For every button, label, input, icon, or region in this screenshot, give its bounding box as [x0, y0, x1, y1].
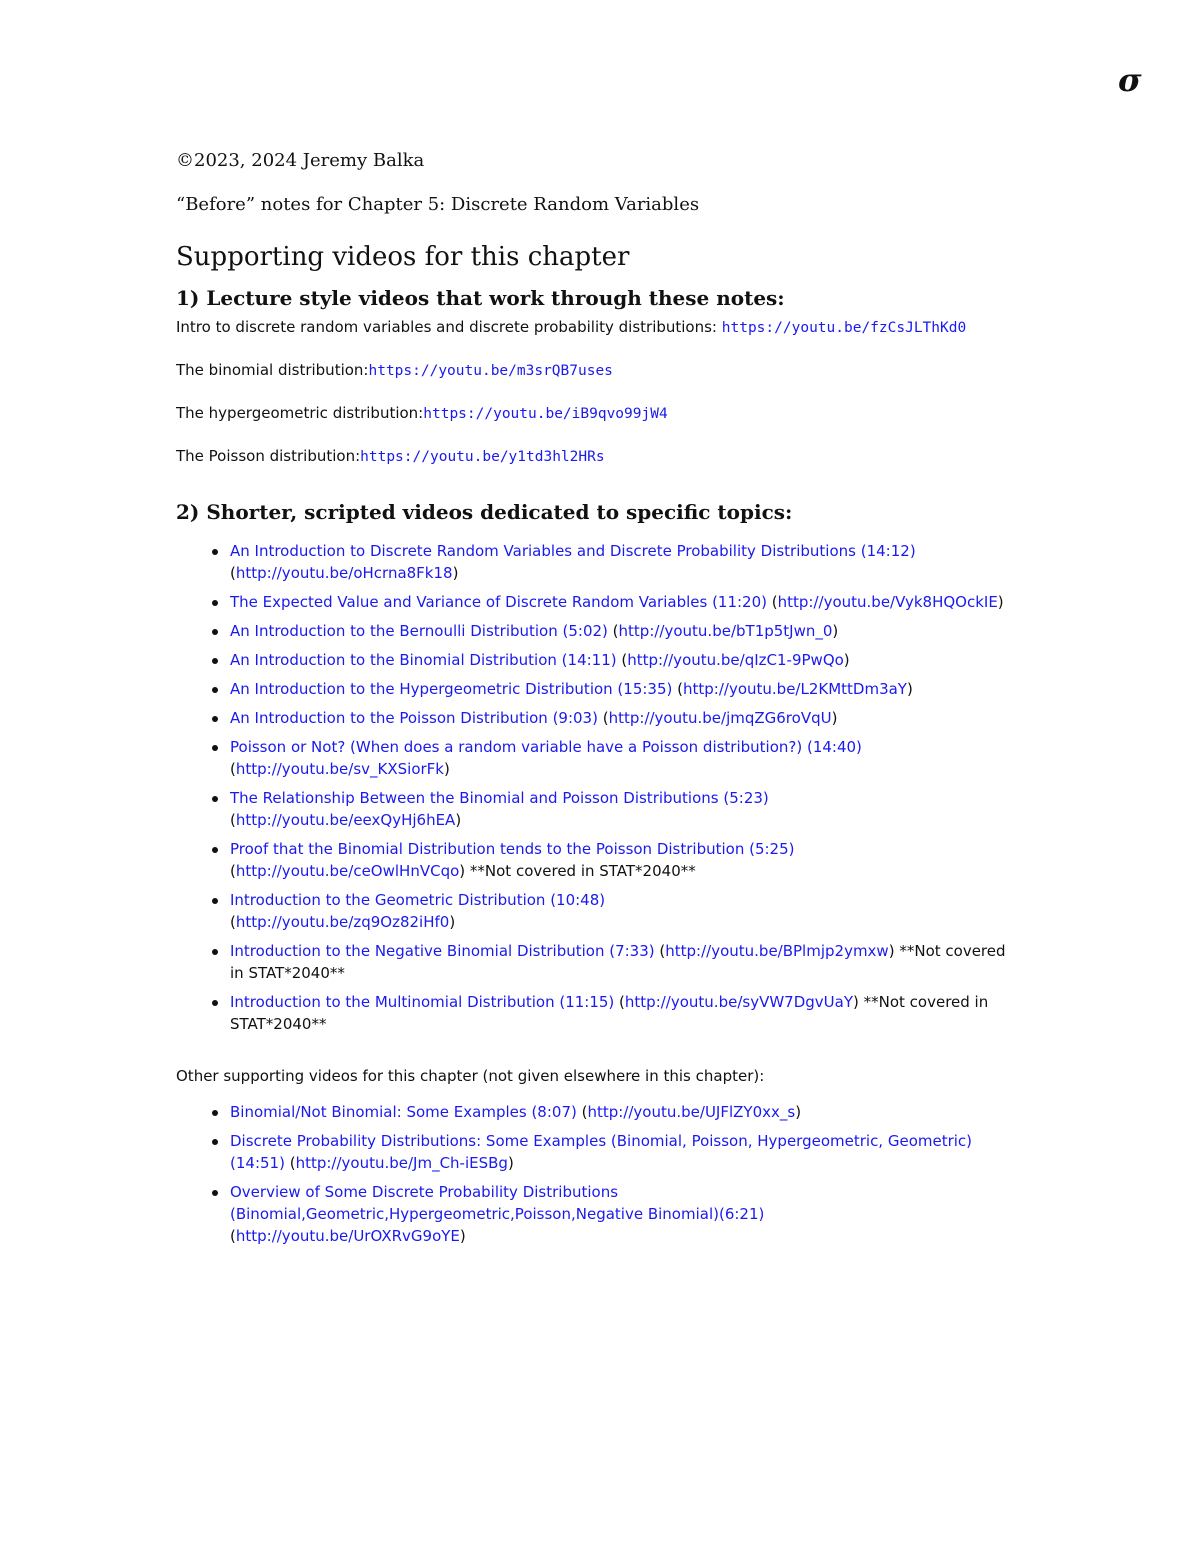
video-url-link[interactable]: http://youtu.be/eexQyHj6hEA [235, 811, 456, 829]
list-item: Introduction to the Negative Binomial Distribution (7:33) (http://youtu.be/BPlmjp2ymxw) **Not covered in STAT*2040** [230, 940, 1022, 984]
video-url-link[interactable]: http://youtu.be/zq9Oz82iHf0 [235, 913, 450, 931]
list-item: An Introduction to the Binomial Distribution (14:11) (http://youtu.be/qIzC1-9PwQo) [230, 649, 1022, 671]
list-item: An Introduction to Discrete Random Variables and Discrete Probability Distributions (14:12) (http://youtu.be/oHcrna8Fk18) [230, 540, 1022, 584]
video-title-link[interactable]: Poisson or Not? (When does a random variable have a Poisson distribution?) (14:40) [230, 738, 862, 756]
not-covered-note: **Not covered in STAT*2040** [230, 993, 989, 1033]
video-title-link[interactable]: Proof that the Binomial Distribution tends to the Poisson Distribution (5:25) [230, 840, 795, 858]
video-url-link[interactable]: http://youtu.be/oHcrna8Fk18 [235, 564, 453, 582]
list-item: Proof that the Binomial Distribution tends to the Poisson Distribution (5:25) (http://youtu.be/ceOwlHnVCqo) **Not covered in STAT*2040** [230, 838, 1022, 882]
lecture-link[interactable]: https://youtu.be/m3srQB7uses [368, 363, 613, 379]
video-url-link[interactable]: http://youtu.be/jmqZG6roVqU [608, 709, 832, 727]
lecture-link[interactable]: https://youtu.be/iB9qvo99jW4 [423, 406, 668, 422]
lecture-item [176, 445, 1022, 468]
not-covered-note: **Not covered in STAT*2040** [469, 862, 696, 880]
video-title-link[interactable]: An Introduction to the Binomial Distribution (14:11) [230, 651, 617, 669]
list-item: The Relationship Between the Binomial and Poisson Distributions (5:23) (http://youtu.be/eexQyHj6hEA) [230, 787, 1022, 831]
video-title-link[interactable]: Introduction to the Negative Binomial Distribution (7:33) [230, 942, 655, 960]
page-content [176, 148, 1022, 1254]
video-url-link[interactable]: http://youtu.be/L2KMttDm3aY [683, 680, 907, 698]
lecture-item-label: The hypergeometric distribution: [176, 404, 424, 422]
sigma-logo-icon: σ [1118, 61, 1142, 99]
copyright-line: ©2023, 2024 Jeremy Balka [176, 150, 425, 171]
video-url-link[interactable]: http://youtu.be/BPlmjp2ymxw [665, 942, 889, 960]
lecture-item-label: The Poisson distribution: [176, 447, 361, 465]
video-url-link[interactable]: http://youtu.be/syVW7DgvUaY [624, 993, 853, 1011]
video-url-link[interactable]: http://youtu.be/Vyk8HQOckIE [777, 593, 998, 611]
lecture-link[interactable]: https://youtu.be/y1td3hl2HRs [360, 449, 605, 465]
lecture-item-label: The binomial distribution: [176, 361, 369, 379]
list-item: An Introduction to the Poisson Distribution (9:03) (http://youtu.be/jmqZG6roVqU) [230, 707, 1022, 729]
video-url-link[interactable]: http://youtu.be/ceOwlHnVCqo [235, 862, 460, 880]
list-item: Binomial/Not Binomial: Some Examples (8:07) (http://youtu.be/UJFlZY0xx_s) [230, 1101, 1022, 1123]
list-item: Poisson or Not? (When does a random variable have a Poisson distribution?) (14:40) (http://youtu.be/sv_KXSiorFk) [230, 736, 1022, 780]
video-url-link[interactable]: http://youtu.be/Jm_Ch-iESBg [295, 1154, 508, 1172]
other-videos-intro: Other supporting videos for this chapter (not given elsewhere in this chapter): [176, 1067, 765, 1085]
lecture-item [176, 402, 1022, 425]
list-item: An Introduction to the Bernoulli Distribution (5:02) (http://youtu.be/bT1p5tJwn_0) [230, 620, 1022, 642]
lecture-link[interactable]: https://youtu.be/fzCsJLThKd0 [721, 320, 967, 336]
video-url-link[interactable]: http://youtu.be/UJFlZY0xx_s [587, 1103, 796, 1121]
video-title-link[interactable]: An Introduction to the Bernoulli Distribution (5:02) [230, 622, 608, 640]
video-title-link[interactable]: The Relationship Between the Binomial and Poisson Distributions (5:23) [230, 789, 769, 807]
video-title-link[interactable]: Discrete Probability Distributions: Some Examples (Binomial, Poisson, Hypergeometric, Geometric) (14:51) [230, 1132, 973, 1172]
video-url-link[interactable]: http://youtu.be/UrOXRvG9oYE [235, 1227, 460, 1245]
list-item: Overview of Some Discrete Probability Distributions (Binomial,Geometric,Hypergeometric,Poisson,Negative Binomial)(6:21) (http://youtu.be/UrOXRvG9oYE) [230, 1181, 1022, 1247]
page-heading: Supporting videos for this chapter [176, 242, 630, 272]
video-title-link[interactable]: Introduction to the Geometric Distribution (10:48) [230, 891, 606, 909]
list-item: The Expected Value and Variance of Discrete Random Variables (11:20) (http://youtu.be/Vyk8HQOckIE) [230, 591, 1022, 613]
video-title-link[interactable]: An Introduction to the Poisson Distribution (9:03) [230, 709, 598, 727]
not-covered-note: **Not covered in STAT*2040** [230, 942, 1006, 982]
lecture-item-label: Intro to discrete random variables and discrete probability distributions: [176, 318, 722, 336]
section2-title: 2) Shorter, scripted videos dedicated to specific topics: [176, 500, 793, 524]
lecture-item [176, 316, 1022, 339]
video-title-link[interactable]: An Introduction to Discrete Random Variables and Discrete Probability Distributions (14:12) [230, 542, 916, 560]
video-title-link[interactable]: Introduction to the Multinomial Distribution (11:15) [230, 993, 615, 1011]
lecture-item [176, 359, 1022, 382]
video-url-link[interactable]: http://youtu.be/sv_KXSiorFk [235, 760, 444, 778]
scripted-video-list [176, 540, 1022, 1035]
other-video-list [176, 1101, 1022, 1247]
video-title-link[interactable]: Overview of Some Discrete Probability Distributions (Binomial,Geometric,Hypergeometric,Poisson,Negative Binomial)(6:21) [230, 1183, 765, 1223]
list-item: Introduction to the Multinomial Distribution (11:15) (http://youtu.be/syVW7DgvUaY) **Not covered in STAT*2040** [230, 991, 1022, 1035]
video-title-link[interactable]: Binomial/Not Binomial: Some Examples (8:07) [230, 1103, 577, 1121]
list-item: Discrete Probability Distributions: Some Examples (Binomial, Poisson, Hypergeometric, Geometric) (14:51) (http://youtu.be/Jm_Ch-iESBg) [230, 1130, 1022, 1174]
video-url-link[interactable]: http://youtu.be/bT1p5tJwn_0 [618, 622, 833, 640]
list-item: An Introduction to the Hypergeometric Distribution (15:35) (http://youtu.be/L2KMttDm3aY) [230, 678, 1022, 700]
video-title-link[interactable]: The Expected Value and Variance of Discrete Random Variables (11:20) [230, 593, 767, 611]
section1-title: 1) Lecture style videos that work through these notes: [176, 286, 785, 310]
video-title-link[interactable]: An Introduction to the Hypergeometric Distribution (15:35) [230, 680, 673, 698]
video-url-link[interactable]: http://youtu.be/qIzC1-9PwQo [627, 651, 844, 669]
list-item: Introduction to the Geometric Distribution (10:48) (http://youtu.be/zq9Oz82iHf0) [230, 889, 1022, 933]
before-notes-line: “Before” notes for Chapter 5: Discrete Random Variables [176, 194, 700, 215]
